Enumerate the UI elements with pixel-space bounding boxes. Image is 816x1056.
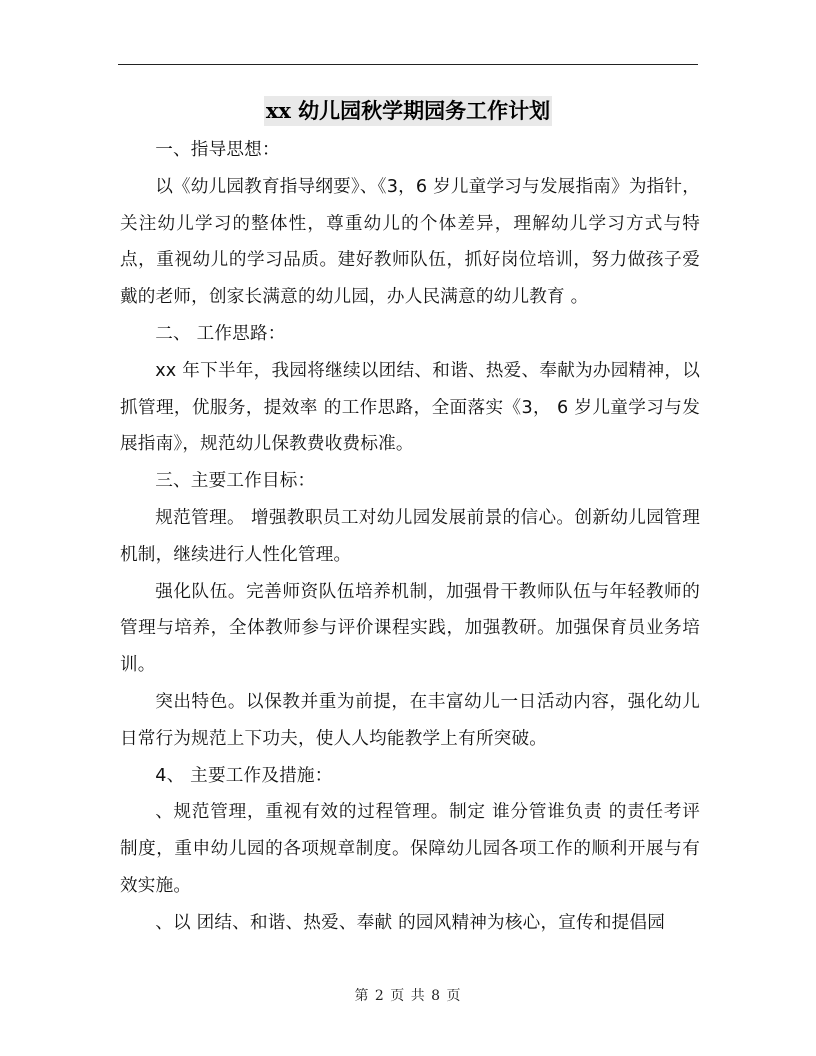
header-rule	[118, 64, 698, 65]
page-footer: 第 2 页 共 8 页	[354, 988, 462, 1004]
section-heading-guiding-ideology: 一、指导思想：	[155, 140, 280, 160]
section-heading-work-approach: 二、 工作思路：	[155, 323, 286, 344]
document-title: xx 幼儿园秋学期园务工作计划	[264, 96, 552, 126]
paragraph-goal-team: 强化队伍。完善师资队伍培养机制，加强骨干教师队伍与年轻教师的管理与培养，全体教师参与评价课程实践，加强教研。加强保育员业务培训。	[120, 581, 700, 676]
paragraph-goal-management: 规范管理。 增强教职员工对幼儿园发展前景的信心。创新幼儿园管理机制，继续进行人性化管理。	[120, 507, 700, 565]
document-body	[120, 132, 700, 942]
paragraph-measure-management: 、规范管理，重视有效的过程管理。制定 谁分管谁负责 的责任考评制度，重申幼儿园的各项规章制度。保障幼儿园各项工作的顺利开展与有效实施。	[120, 802, 700, 896]
paragraph-guiding-ideology: 以《幼儿园教育指导纲要》、《3，6 岁儿童学习与发展指南》为指针，关注幼儿学习的整体性，尊重幼儿的个体差异，理解幼儿学习方式与特点，重视幼儿的学习品质。建好教师队伍，抓好岗位培训，努力做孩子爱戴的老师，创家长满意的幼儿园，办人民满意的幼儿教育 。	[120, 176, 700, 308]
section-heading-main-goals: 三、主要工作目标：	[155, 471, 316, 492]
paragraph-goal-features: 突出特色。以保教并重为前提，在丰富幼儿一日活动内容，强化幼儿日常行为规范上下功夫，使人人均能教学上有所突破。	[120, 691, 700, 749]
title-container	[0, 96, 816, 126]
paragraph-work-approach: xx 年下半年，我园将继续以团结、和谐、热爱、奉献为办园精神，以 抓管理，优服务，提效率 的工作思路，全面落实《3， 6 岁儿童学习与发展指南》，规范幼儿保教费收费标准。	[120, 360, 700, 455]
paragraph-measure-spirit: 、以 团结、和谐、热爱、奉献 的园风精神为核心，宣传和提倡园	[155, 912, 666, 933]
section-heading-main-measures: 4、 主要工作及措施：	[155, 765, 333, 786]
